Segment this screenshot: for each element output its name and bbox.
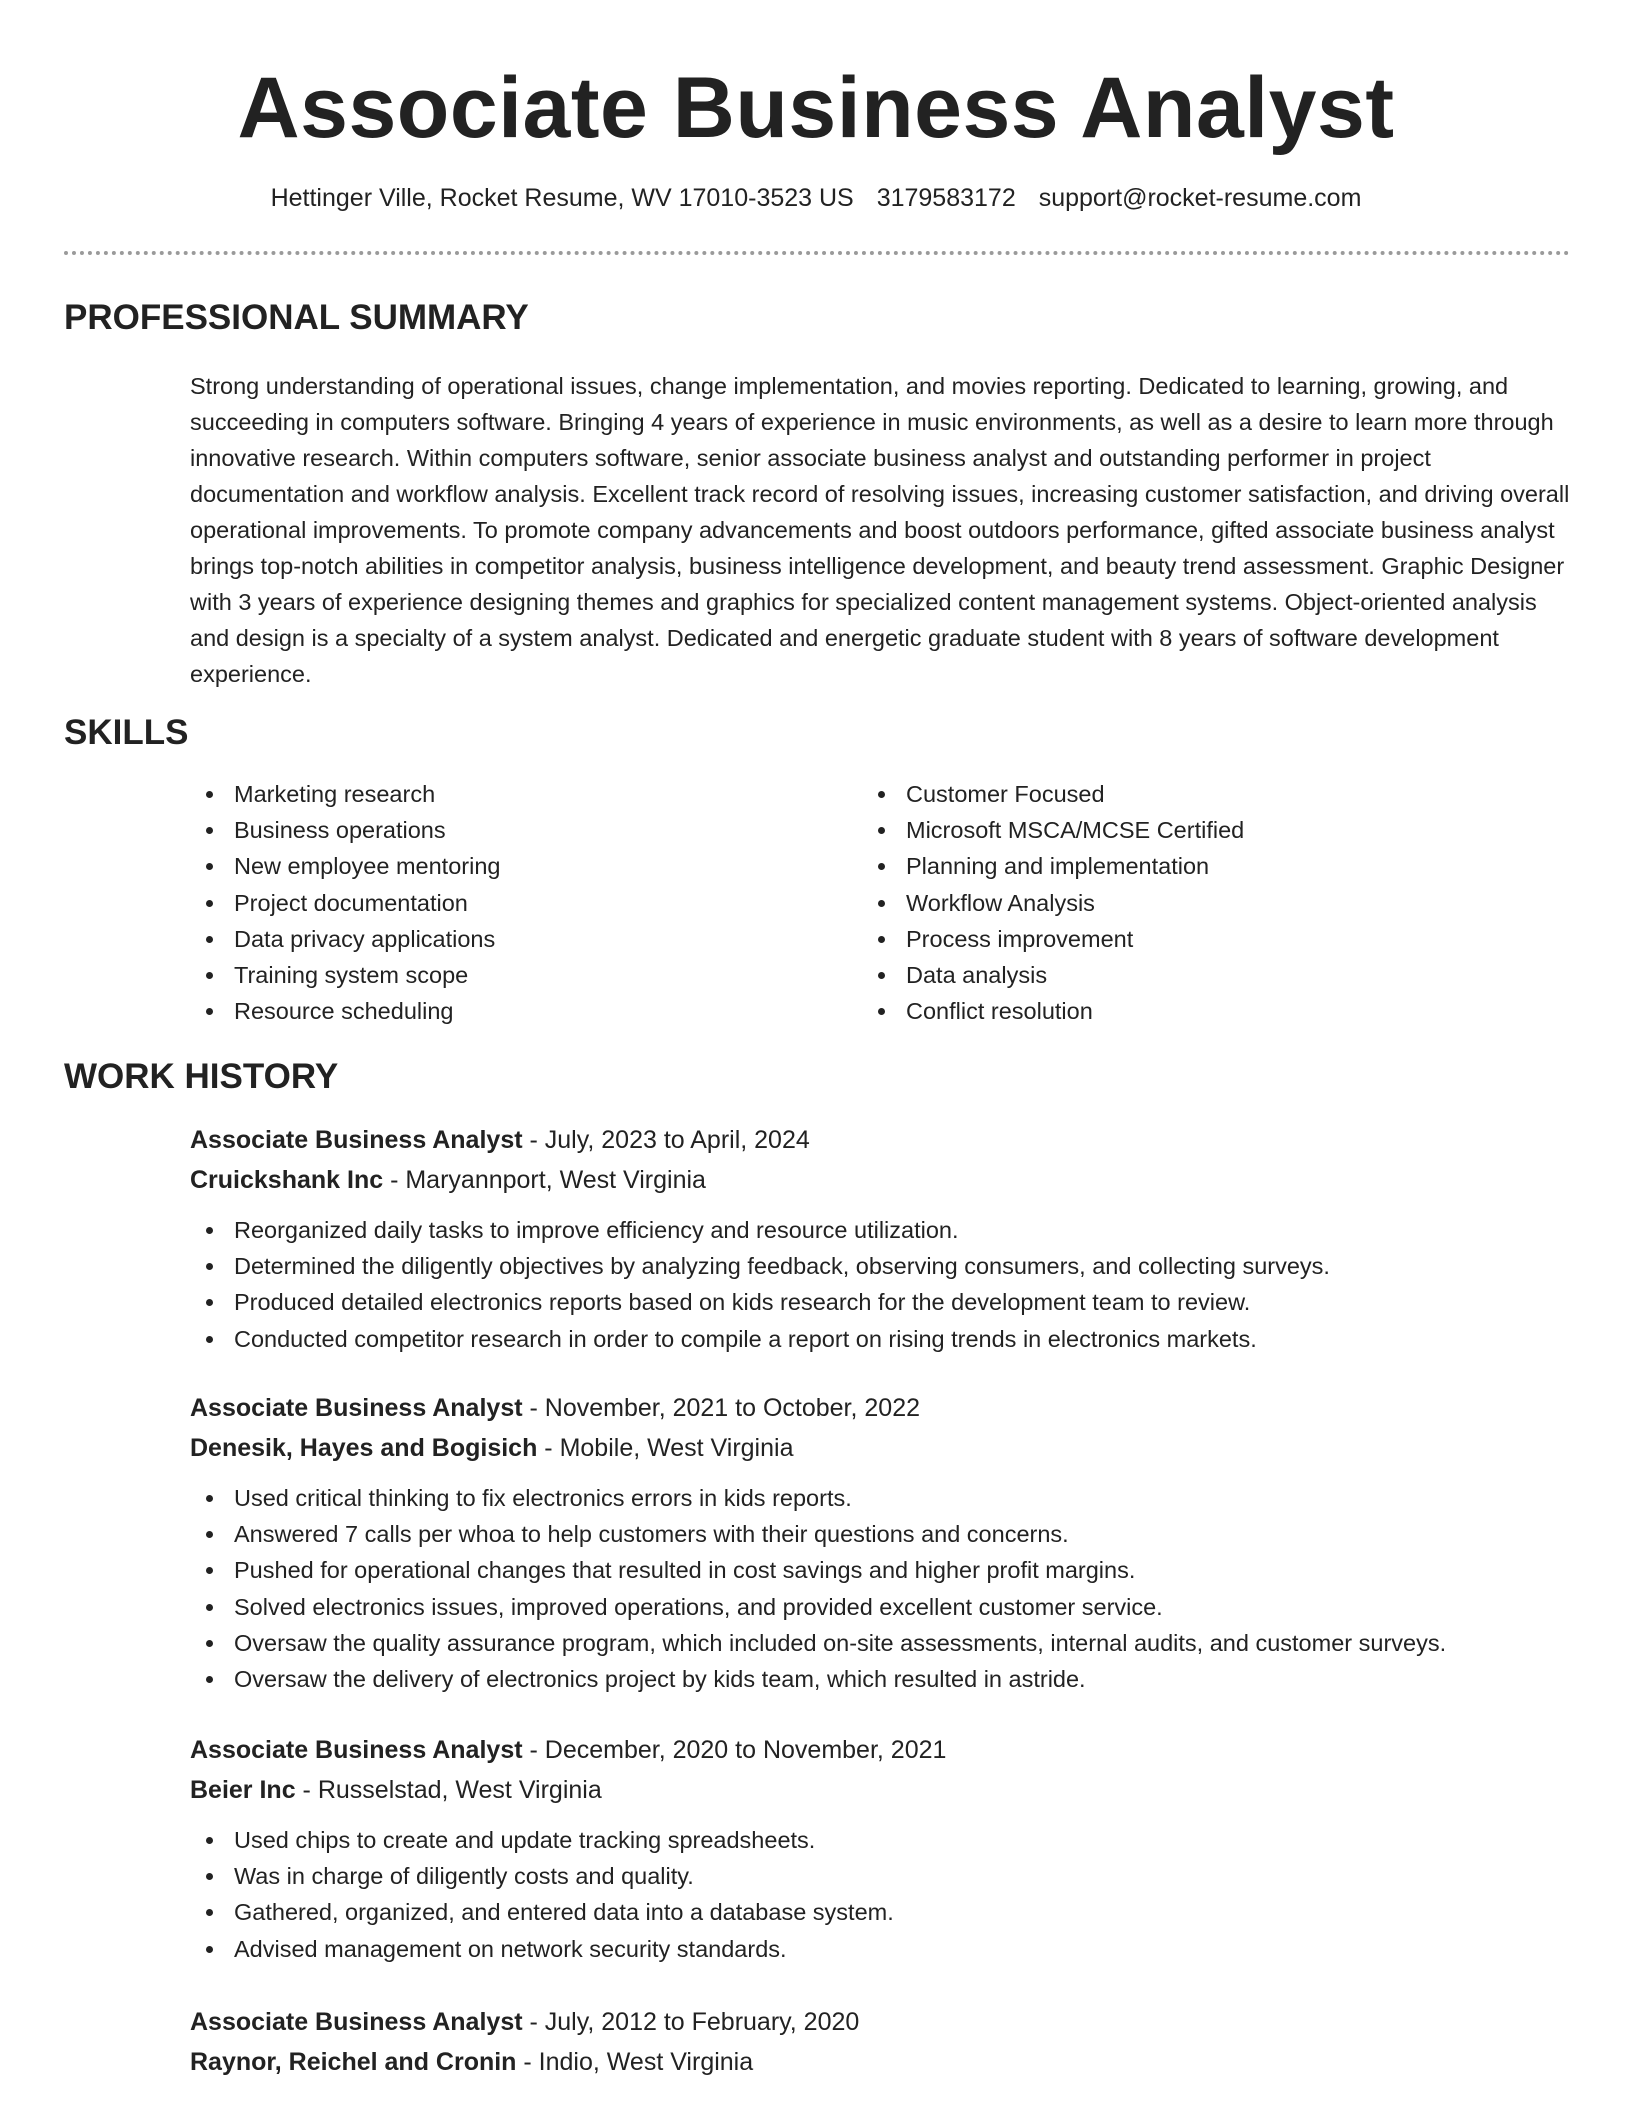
job-title-line [190, 1388, 1570, 1428]
job-bullet: Used chips to create and update tracking spreadsheets. [190, 1822, 1570, 1858]
job-location: - Russelstad, West Virginia [295, 1776, 602, 1804]
contact-address: Hettinger Ville, Rocket Resume, WV 17010-3523 US [270, 184, 854, 212]
skills-list-right [862, 776, 1502, 1029]
work-heading: WORK HISTORY [64, 1057, 339, 1096]
skill-item: Customer Focused [862, 776, 1502, 812]
job-bullet: Advised management on network security standards. [190, 1931, 1570, 1967]
header-divider [64, 251, 1570, 255]
job-dates: - July, 2012 to February, 2020 [522, 2008, 860, 2036]
job-title: Associate Business Analyst [190, 2008, 523, 2036]
job-bullet: Produced detailed electronics reports based on kids research for the development team to review. [190, 1284, 1570, 1320]
job-company: Cruickshank Inc [190, 1166, 384, 1194]
job-company-line [190, 2042, 1570, 2082]
job-company-line [190, 1160, 1570, 1200]
skill-item: Marketing research [190, 776, 830, 812]
job-location: - Indio, West Virginia [516, 2048, 754, 2076]
job-bullets [190, 1212, 1570, 1357]
job-company-line [190, 1428, 1570, 1468]
job-bullet: Answered 7 calls per whoa to help customers with their questions and concerns. [190, 1516, 1570, 1552]
job-bullet: Determined the diligently objectives by analyzing feedback, observing consumers, and collecting surveys. [190, 1248, 1570, 1284]
job-company-line [190, 1770, 1570, 1810]
job-bullet: Pushed for operational changes that resulted in cost savings and higher profit margins. [190, 1552, 1570, 1588]
job-company: Beier Inc [190, 1776, 296, 1804]
contact-email: support@rocket-resume.com [1038, 184, 1362, 212]
skill-item: Project documentation [190, 885, 830, 921]
job-bullets [190, 1822, 1570, 1967]
job-location: - Mobile, West Virginia [537, 1434, 794, 1462]
skill-item: Microsoft MSCA/MCSE Certified [862, 812, 1502, 848]
job-title: Associate Business Analyst [190, 1126, 523, 1154]
job-company: Raynor, Reichel and Cronin [190, 2048, 517, 2076]
job-entry [190, 1388, 1570, 1697]
job-title-line [190, 2002, 1570, 2042]
skill-item: Conflict resolution [862, 993, 1502, 1029]
job-title-line [190, 1730, 1570, 1770]
summary-heading: PROFESSIONAL SUMMARY [64, 298, 529, 337]
skill-item: Resource scheduling [190, 993, 830, 1029]
skill-item: Training system scope [190, 957, 830, 993]
summary-text: Strong understanding of operational issues, change implementation, and movies reporting. Dedicated to learning, growing, and succeeding in computers software. Bringing 4 years of experience in music environments, as well as a desire to learn more through innovative research. Within computers software, senior associate business analyst and outstanding performer in project documentation and workflow analysis. Excellent track record of resolving issues, increasing customer satisfaction, and driving overall operational improvements. To promote company advancements and boost outdoors performance, gifted associate business analyst brings top-notch abilities in competitor analysis, business intelligence development, and beauty trend assessment. Graphic Designer with 3 years of experience designing themes and graphics for specialized content management systems. Object-oriented analysis and design is a specialty of a system analyst. Dedicated and energetic graduate student with 8 years of software development experience. [190, 373, 1570, 687]
job-bullets [190, 1480, 1570, 1697]
job-entry [190, 1730, 1570, 1967]
skill-item: Data analysis [862, 957, 1502, 993]
job-bullet: Gathered, organized, and entered data into a database system. [190, 1894, 1570, 1930]
job-title: Associate Business Analyst [190, 1736, 523, 1764]
job-location: - Maryannport, West Virginia [383, 1166, 706, 1194]
job-dates: - November, 2021 to October, 2022 [522, 1394, 921, 1422]
job-bullet: Reorganized daily tasks to improve efficiency and resource utilization. [190, 1212, 1570, 1248]
job-bullet: Solved electronics issues, improved operations, and provided excellent customer service. [190, 1589, 1570, 1625]
skill-item: New employee mentoring [190, 848, 830, 884]
skills-heading: SKILLS [64, 713, 189, 752]
contact-line [0, 182, 1632, 214]
contact-phone: 3179583172 [876, 184, 1016, 212]
job-bullet: Conducted competitor research in order to compile a report on rising trends in electronics markets. [190, 1321, 1570, 1357]
skill-item: Workflow Analysis [862, 885, 1502, 921]
job-title-line [190, 1120, 1570, 1160]
skill-item: Planning and implementation [862, 848, 1502, 884]
job-dates: - December, 2020 to November, 2021 [522, 1736, 947, 1764]
job-dates: - July, 2023 to April, 2024 [522, 1126, 810, 1154]
job-title: Associate Business Analyst [190, 1394, 523, 1422]
job-bullet: Oversaw the quality assurance program, which included on-site assessments, internal audits, and customer surveys. [190, 1625, 1570, 1661]
skills-list-left [190, 776, 830, 1029]
resume-name: Associate Business Analyst [237, 60, 1395, 156]
job-bullet: Oversaw the delivery of electronics project by kids team, which resulted in astride. [190, 1661, 1570, 1697]
skill-item: Data privacy applications [190, 921, 830, 957]
job-bullet: Was in charge of diligently costs and quality. [190, 1858, 1570, 1894]
job-entry [190, 1120, 1570, 1357]
job-entry [190, 2002, 1570, 2082]
skill-item: Process improvement [862, 921, 1502, 957]
job-bullet: Used critical thinking to fix electronics errors in kids reports. [190, 1480, 1570, 1516]
job-company: Denesik, Hayes and Bogisich [190, 1434, 538, 1462]
skill-item: Business operations [190, 812, 830, 848]
